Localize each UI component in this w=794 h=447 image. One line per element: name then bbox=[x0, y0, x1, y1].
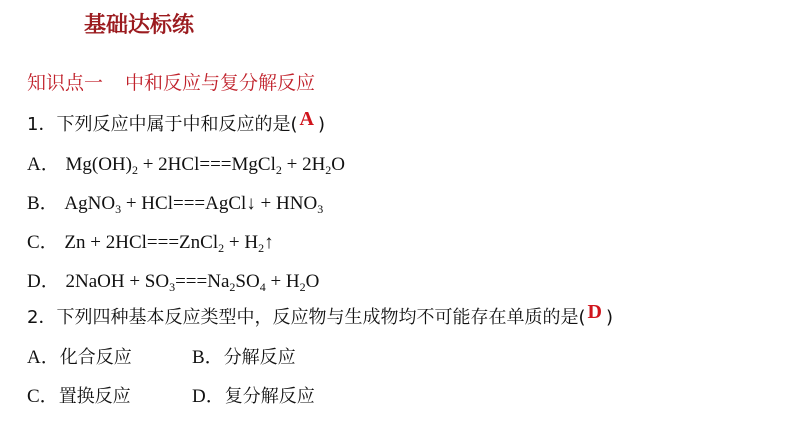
question-2-stem bbox=[27, 303, 613, 329]
question-2-options-row-1 bbox=[27, 342, 296, 369]
option-label: A． bbox=[27, 154, 60, 175]
option-formula: Zn + 2HCl===ZnCl$_2$ + $H_2↑$ bbox=[64, 232, 274, 255]
option-label: D． bbox=[27, 271, 60, 292]
option-formula: $Mg(OH)_2$ + 2HCl===MgCl$_2$ + $2H_2O$ bbox=[65, 154, 346, 177]
knowledge-point-heading bbox=[27, 68, 315, 95]
question-1-option-d bbox=[27, 266, 319, 293]
question-stem-text: 2．下列四种基本反应类型中，反应物与生成物均不可能存在单质的是( bbox=[27, 307, 586, 328]
question-1-stem bbox=[27, 110, 325, 136]
question-2-option-c: C．置换反应 bbox=[27, 386, 131, 407]
option-label: C． bbox=[27, 232, 59, 253]
question-2-option-a: A．化合反应 bbox=[27, 347, 132, 368]
answer-mark: D bbox=[587, 301, 602, 323]
option-label: B． bbox=[27, 193, 59, 214]
question-2-option-d: D．复分解反应 bbox=[192, 386, 315, 407]
section-title: 基础达标练 bbox=[84, 13, 195, 38]
question-1-option-a bbox=[27, 149, 345, 176]
question-2-options-row-2 bbox=[27, 381, 315, 408]
question-1-option-c bbox=[27, 227, 274, 254]
knowledge-point-label: 知识点一 bbox=[27, 72, 104, 94]
answer-mark: A bbox=[299, 108, 314, 130]
option-formula: AgNO$_3$ + HCl===AgCl↓ + $HNO_3$ bbox=[64, 193, 324, 216]
question-stem-text: 1．下列反应中属于中和反应的是( bbox=[27, 114, 298, 135]
question-stem-close: ) bbox=[317, 114, 325, 135]
knowledge-point-topic: 中和反应与复分解反应 bbox=[125, 72, 316, 94]
question-2-option-b: B．分解反应 bbox=[192, 347, 296, 368]
question-1-option-b bbox=[27, 188, 323, 215]
question-stem-close: ) bbox=[605, 307, 613, 328]
option-formula: 2NaOH + $SO_3===Na_2SO_4 + H_2O$ bbox=[65, 271, 320, 294]
